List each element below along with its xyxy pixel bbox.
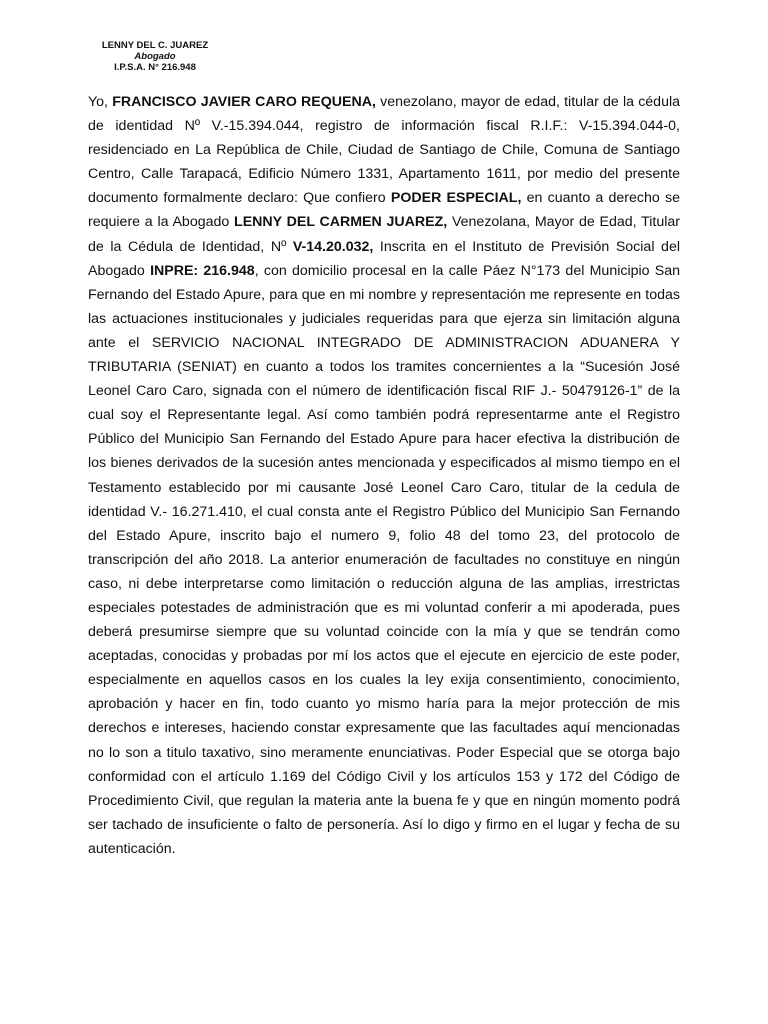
text-segment: Venezolana, Mayor de Edad, Titular de la Cédula de Identidad, Nº [88,214,681,255]
attorney-name: LENNY DEL CARMEN JUAREZ, [234,214,448,231]
lawyer-title: Abogado [134,51,176,62]
grantor-name: FRANCISCO JAVIER CARO REQUENA, [112,94,376,110]
text-segment: venezolano, mayor de edad, titular de la cédula de identidad Nº V.-15.394.044, registro de información fiscal R.I.F.: V-15.394.044-0, residenciado en La República de Chile, Ciudad de Santiago de Chile, Comuna de Santiago Centro, Calle Tarapacá, Edificio Número 1331, Apartamento 1611, por medio del presente documento formalmente declaro: Que confiero [88,94,681,207]
registration-number: I.P.S.A. N° 216.948 [114,62,196,73]
text-segment: en cuanto a derecho se requiere a la Abogado [88,190,680,231]
text-segment: , con domicilio procesal en la calle Páez N°173 del Municipio San Fernando del Estado Apure, para que en mi nombre y representación me represente en todas las actuaciones institucionales y judiciales requeridas para que ejerza sin limitación alguna ante el SERVICIO NACIONAL INTEGRADO DE ADMINISTRACION ADUANERA Y TRIBUTARIA (SENIAT) en cuanto a todos los tramites concernientes a la “Sucesión José Leonel Caro Caro, signada con el número de identificación fiscal RIF J.- 50479126-1” de la cual soy el Representante legal. Así como también podrá representarme ante el Registro Público del Municipio San Fernando del Estado Apure para hacer efectiva la distribución de los bienes derivados de la sucesión antes mencionada y especificados al mismo tiempo en el Testamento establecido por mi causante José Leonel Caro Caro, titular de la cedula de identidad V.- 16.271.410, el cual consta ante el Registro Público del Municipio San Fernando del Estado Apure, inscrito bajo el numero 9, folio 48 del tomo 23, del protocolo de transcripción del año 2018. La anterior enumeración de facultades no constituye en ningún caso, ni debe interpretarse como limitación o reducción alguna de las amplias, irrestrictas especiales potestades de administración que es mi voluntad conferir a mi apoderada, pues deberá presumirse siempre que su voluntad coincide con la mía y que se tendrán como aceptadas, conocidas y probadas por mí los actos que el ejecute en ejercicio de este poder, especialmente en aquellos casos en los cuales la ley exija consentimiento, conocimiento, aprobación y hacer en fin, todo cuanto yo mismo haría para la mejor protección de mis derechos e intereses, haciendo constar expresamente que las facultades aquí mencionadas no lo son a titulo taxativo, sino meramente enunciativas. Poder Especial que se otorga bajo conformidad con el artículo 1.169 del Código Civil y los artículos 153 y 172 del Código de Procedimiento Civil, que regulan la materia ante la buena fe y que en ningún momento podrá ser tachado de insuficiente o falto de personería. Así lo digo y firmo en el lugar y fecha de su autenticación. [88,262,681,857]
text-segment: Inscrita en el Instituto de Previsión Social del Abogado [88,238,680,279]
power-type: PODER ESPECIAL, [390,190,522,207]
inpre-number: INPRE: 216.948 [150,262,255,279]
attorney-id: V-14.20.032, [292,238,374,255]
text-segment: Yo, [88,94,113,110]
declaration-paragraph [88,90,680,861]
lawyer-name: LENNY DEL C. JUAREZ [101,40,209,51]
letterhead [90,40,220,73]
